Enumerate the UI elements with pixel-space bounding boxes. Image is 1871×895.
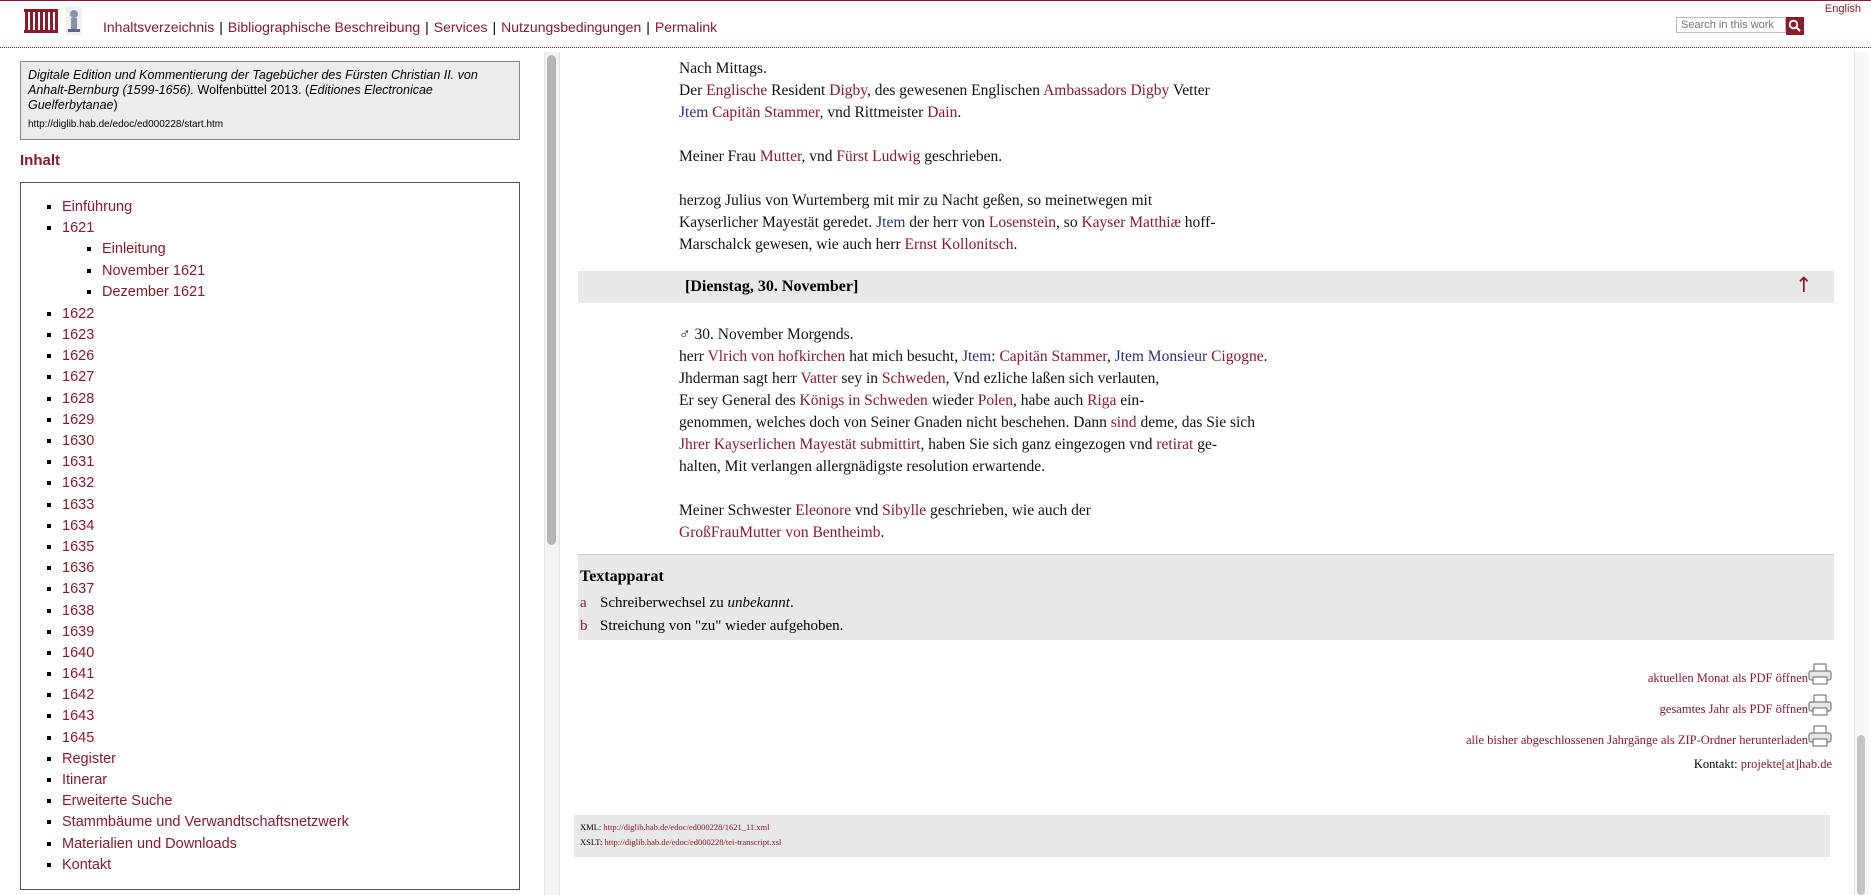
citation-title: Digitale Edition und Kommentierung der Tagebücher des Fürsten Christian II. von Anhalt-Bernburg (1599-1656). bbox=[28, 68, 478, 97]
nav-separator: | bbox=[492, 19, 497, 35]
printer-icon[interactable] bbox=[1808, 663, 1832, 685]
text: hoff- bbox=[1180, 214, 1216, 231]
toc-link[interactable]: Itinerar bbox=[62, 772, 108, 789]
diary-line bbox=[679, 236, 1017, 254]
abbrev-link[interactable]: Jtem bbox=[679, 104, 709, 121]
person-link[interactable]: Eleonore bbox=[795, 502, 852, 519]
text: Er sey General des bbox=[679, 392, 800, 409]
toc-link[interactable]: 1639 bbox=[62, 623, 95, 640]
nav-nutzungsbedingungen[interactable]: Nutzungsbedingungen bbox=[501, 19, 642, 35]
toc-item bbox=[62, 706, 519, 727]
person-link[interactable]: Digby bbox=[829, 82, 867, 99]
toc-item bbox=[62, 770, 519, 791]
diary-line bbox=[679, 104, 961, 122]
diary-content bbox=[578, 52, 1834, 895]
diary-line: halten, Mit verlangen allergnädigste resolution erwartende. bbox=[679, 458, 1045, 475]
toc-link[interactable]: 1626 bbox=[62, 348, 95, 365]
text: Meiner Frau bbox=[679, 148, 760, 165]
toc-link[interactable]: 1634 bbox=[62, 517, 95, 534]
text: , so bbox=[1056, 214, 1082, 231]
apparatus-entry bbox=[580, 595, 794, 612]
apparatus-key[interactable]: a bbox=[580, 595, 587, 611]
diary-line: herzog Julius von Wurtemberg mit mir zu Nacht geßen, so meinetwegen mit bbox=[679, 192, 1153, 209]
toc-item bbox=[62, 685, 519, 706]
day-title: [Dienstag, 30. November] bbox=[685, 278, 859, 295]
xslt-source-line bbox=[580, 835, 1824, 850]
toc-item bbox=[62, 537, 519, 558]
abbrev-link[interactable]: Jtem bbox=[1114, 348, 1144, 365]
text: , habe auch bbox=[1013, 392, 1088, 409]
lion-figure-icon bbox=[66, 7, 82, 35]
abbrev-link[interactable]: Monsieur bbox=[1147, 348, 1208, 365]
abbrev-link[interactable]: Jtem bbox=[961, 348, 992, 365]
toc-link[interactable]: 1640 bbox=[62, 644, 95, 661]
apparatus-text: Streichung von "zu" wieder aufgehoben. bbox=[600, 618, 844, 634]
text: . bbox=[880, 524, 885, 541]
person-link[interactable]: Dain bbox=[927, 104, 958, 121]
text: , des gewesenen Englischen bbox=[867, 82, 1044, 99]
place-link[interactable]: Riga bbox=[1087, 392, 1117, 409]
diary-line: Nach Mittags. bbox=[679, 60, 767, 77]
term-link[interactable]: Englische bbox=[706, 82, 768, 99]
source-files-box bbox=[574, 815, 1830, 857]
person-link[interactable]: Vatter bbox=[800, 370, 838, 387]
person-link[interactable]: Mutter bbox=[759, 148, 802, 165]
text: vnd bbox=[851, 502, 883, 519]
toc-item bbox=[62, 325, 519, 346]
toc-link[interactable]: 1642 bbox=[62, 687, 95, 704]
content-scrollbar-thumb[interactable] bbox=[1857, 735, 1865, 895]
text: Marschalck gewesen, wie auch herr bbox=[679, 236, 905, 253]
toc-item bbox=[62, 197, 519, 218]
toc-heading: Inhalt bbox=[20, 152, 60, 169]
nav-separator: | bbox=[646, 19, 650, 35]
citation-box bbox=[20, 61, 520, 140]
toc-item bbox=[62, 834, 519, 855]
text: geschrieben, wie auch der bbox=[926, 502, 1091, 519]
toc-item bbox=[62, 218, 519, 304]
text: Kayserlicher Mayestät geredet. bbox=[679, 214, 877, 231]
toc-link[interactable]: Einführung bbox=[62, 199, 133, 215]
toc-link[interactable]: 1627 bbox=[62, 369, 95, 386]
toc-subitem bbox=[102, 282, 519, 304]
nav-separator: | bbox=[219, 19, 223, 35]
hab-logo-icon[interactable] bbox=[24, 9, 58, 33]
back-to-top-icon[interactable]: ↑ bbox=[1795, 273, 1813, 297]
citation-close: ) bbox=[113, 98, 118, 112]
person-link[interactable]: Cigogne bbox=[1211, 348, 1264, 365]
toc-sublist bbox=[62, 239, 519, 304]
term-link[interactable]: sind bbox=[1110, 414, 1137, 431]
person-link[interactable]: Vlrich von hofkirchen bbox=[707, 348, 846, 365]
search-icon bbox=[1786, 17, 1804, 35]
toc-sublink[interactable]: Dezember 1621 bbox=[102, 284, 206, 301]
citation-url: http://diglib.hab.de/edoc/ed000228/start.htm bbox=[28, 119, 224, 130]
person-link[interactable]: Königs in Schweden bbox=[799, 392, 928, 409]
apparatus-heading: Textapparat bbox=[580, 568, 664, 585]
apparatus-text: . bbox=[789, 595, 794, 611]
toc-link[interactable]: Materialien und Downloads bbox=[62, 835, 237, 852]
toc-item bbox=[62, 643, 519, 664]
toc-item bbox=[62, 410, 519, 431]
toc-item bbox=[62, 473, 519, 494]
toc-item bbox=[62, 389, 519, 410]
diary-line bbox=[679, 348, 1267, 366]
person-link[interactable]: Losenstein bbox=[988, 214, 1057, 231]
text: Jhderman sagt herr bbox=[679, 370, 801, 387]
toc-item bbox=[62, 601, 519, 622]
search-input[interactable] bbox=[1676, 17, 1786, 33]
citation-series: Editiones Electronicae Guelferbytanae bbox=[28, 83, 433, 112]
download-zip[interactable] bbox=[1466, 725, 1832, 748]
download-month-link[interactable]: aktuellen Monat als PDF öffnen bbox=[1647, 671, 1808, 685]
xslt-label: XSLT: bbox=[580, 837, 605, 847]
diary-line bbox=[679, 214, 1216, 232]
text: , vnd Rittmeister bbox=[819, 104, 928, 121]
diary-line bbox=[679, 82, 1210, 100]
toc-item bbox=[62, 622, 519, 643]
printer-icon[interactable] bbox=[1808, 725, 1832, 747]
download-year-pdf[interactable] bbox=[1660, 694, 1832, 717]
nav-permalink[interactable]: Permalink bbox=[654, 19, 718, 35]
toc-item bbox=[62, 791, 519, 812]
xml-label: XML: bbox=[580, 822, 604, 832]
toc-link[interactable]: 1643 bbox=[62, 708, 95, 725]
text: . bbox=[1263, 348, 1268, 365]
contact-email-link[interactable]: projekte[at]hab.de bbox=[1740, 757, 1832, 771]
nav-separator: | bbox=[425, 19, 429, 35]
text: Der bbox=[679, 82, 707, 99]
text: . bbox=[957, 104, 962, 121]
toc-item bbox=[62, 367, 519, 388]
toc-sublink[interactable]: November 1621 bbox=[102, 262, 206, 279]
printer-icon[interactable] bbox=[1808, 694, 1832, 716]
download-year-link[interactable]: gesamtes Jahr als PDF öffnen bbox=[1659, 702, 1808, 716]
term-link[interactable]: Jhrer Kayserlichen Mayestät submittirt bbox=[679, 436, 921, 453]
toc-link[interactable]: 1637 bbox=[62, 581, 95, 598]
apparatus-emph: unbekannt bbox=[727, 595, 790, 611]
top-navigation bbox=[103, 19, 717, 35]
toc-item bbox=[62, 855, 519, 876]
day-header bbox=[578, 271, 1834, 303]
text: Meiner Schwester bbox=[679, 502, 796, 519]
toc-link[interactable]: Register bbox=[62, 750, 116, 767]
diary-line bbox=[679, 524, 884, 542]
toc-item bbox=[62, 579, 519, 600]
contact-line bbox=[1694, 757, 1832, 772]
person-link[interactable]: Capitän Stammer bbox=[712, 104, 820, 121]
citation-place-year: Wolfenbüttel 2013. ( bbox=[194, 83, 310, 97]
text: Vetter bbox=[1169, 82, 1210, 99]
text: ge- bbox=[1193, 436, 1218, 453]
toc-sublink[interactable]: Einleitung bbox=[102, 241, 166, 258]
toc-link[interactable]: 1622 bbox=[62, 305, 95, 322]
toc-item bbox=[62, 812, 519, 833]
toc-link[interactable]: 1632 bbox=[62, 475, 95, 492]
diary-line bbox=[679, 370, 1159, 388]
toc-item bbox=[62, 749, 519, 770]
toc-link[interactable]: 1631 bbox=[62, 454, 95, 471]
toc-link[interactable]: Kontakt bbox=[62, 856, 112, 873]
nav-inhaltsverzeichnis[interactable]: Inhaltsverzeichnis bbox=[103, 19, 215, 35]
site-header bbox=[0, 0, 1871, 48]
xml-link[interactable]: http://diglib.hab.de/edoc/ed000228/1621_11.xml bbox=[603, 822, 770, 832]
person-link[interactable]: Fürst Ludwig bbox=[836, 148, 921, 165]
toc-item bbox=[62, 304, 519, 325]
toc-item bbox=[62, 516, 519, 537]
text: ein- bbox=[1116, 392, 1145, 409]
person-link[interactable]: Capitän Stammer bbox=[999, 348, 1107, 365]
diary-line bbox=[679, 414, 1255, 432]
download-zip-link[interactable]: alle bisher abgeschlossenen Jahrgänge als ZIP-Ordner herunterladen bbox=[1465, 733, 1808, 747]
toc-link[interactable]: Stammbäume und Verwandtschaftsnetzwerk bbox=[62, 814, 349, 831]
toc-link[interactable]: 1636 bbox=[62, 560, 95, 577]
text: , haben Sie sich ganz eingezogen vnd bbox=[920, 436, 1157, 453]
toc-item bbox=[62, 664, 519, 685]
toc-item bbox=[62, 346, 519, 367]
text: hat mich besucht, bbox=[845, 348, 962, 365]
toc-link[interactable]: 1623 bbox=[62, 327, 95, 344]
toc-link[interactable]: 1630 bbox=[62, 433, 95, 450]
xslt-link[interactable]: http://diglib.hab.de/edoc/ed000228/tei-transcript.xsl bbox=[604, 837, 782, 847]
toc-item bbox=[62, 728, 519, 749]
text: geschrieben. bbox=[920, 148, 1003, 165]
table-of-contents bbox=[20, 182, 520, 890]
toc-item bbox=[62, 558, 519, 579]
text: genommen, welches doch von Seiner Gnaden nicht beschehen. Dann bbox=[679, 414, 1111, 431]
apparatus-key[interactable]: b bbox=[580, 618, 588, 634]
diary-line bbox=[679, 502, 1091, 520]
text: deme, das Sie sich bbox=[1136, 414, 1255, 431]
person-link[interactable]: Ernst Kollonitsch bbox=[904, 236, 1014, 253]
search-button[interactable] bbox=[1786, 17, 1804, 35]
term-link[interactable]: retirat bbox=[1156, 436, 1194, 453]
text-apparatus bbox=[578, 554, 1834, 640]
xml-source-line bbox=[580, 820, 1824, 835]
text: wieder bbox=[927, 392, 978, 409]
language-switch-english[interactable]: English bbox=[1824, 3, 1861, 15]
person-link[interactable]: Digby bbox=[1130, 82, 1170, 99]
term-link[interactable]: Ambassadors bbox=[1043, 82, 1127, 99]
person-link[interactable]: GroßFrauMutter von Bentheimb bbox=[679, 524, 881, 541]
place-link[interactable]: Polen bbox=[977, 392, 1014, 409]
toc-item bbox=[62, 431, 519, 452]
contact-label: Kontakt: bbox=[1693, 757, 1741, 771]
text: sey in bbox=[837, 370, 882, 387]
text: . bbox=[1013, 236, 1018, 253]
diary-line bbox=[679, 436, 1217, 454]
place-link[interactable]: Schweden bbox=[881, 370, 946, 387]
text: der herr von bbox=[905, 214, 989, 231]
text: , Vnd ezliche laßen sich verlauten, bbox=[945, 370, 1160, 387]
toc-item bbox=[62, 495, 519, 516]
person-link[interactable]: Sibylle bbox=[882, 502, 927, 519]
diary-line bbox=[679, 148, 1002, 166]
toc-scrollbar-thumb[interactable] bbox=[547, 55, 556, 545]
toc-link[interactable]: 1629 bbox=[62, 411, 95, 428]
toc-subitem bbox=[102, 261, 519, 283]
text: , bbox=[1106, 348, 1115, 365]
text: , vnd bbox=[801, 148, 837, 165]
toc-list bbox=[21, 197, 519, 876]
text: herr bbox=[679, 348, 708, 365]
apparatus-text: Schreiberwechsel zu bbox=[600, 595, 728, 611]
apparatus-entry bbox=[580, 618, 843, 635]
person-link[interactable]: Kayser Matthiæ bbox=[1081, 214, 1181, 231]
nav-services[interactable]: Services bbox=[433, 19, 488, 35]
text: : bbox=[991, 348, 1000, 365]
toc-link[interactable]: 1635 bbox=[62, 538, 95, 555]
toc-link[interactable]: 1645 bbox=[62, 729, 95, 746]
toc-link[interactable]: 1633 bbox=[62, 496, 95, 513]
text: Resident bbox=[767, 82, 830, 99]
toc-link[interactable]: 1638 bbox=[62, 602, 95, 619]
diary-line bbox=[679, 392, 1144, 410]
toc-item bbox=[62, 452, 519, 473]
abbrev-link[interactable]: Jtem bbox=[876, 214, 906, 231]
diary-line: ♂ 30. November Morgends. bbox=[679, 326, 854, 343]
toc-subitem bbox=[102, 239, 519, 261]
toc-link[interactable]: Erweiterte Suche bbox=[62, 793, 173, 810]
toc-link[interactable]: 1641 bbox=[62, 666, 95, 683]
nav-bibliographische-beschreibung[interactable]: Bibliographische Beschreibung bbox=[227, 19, 421, 35]
toc-link[interactable]: 1621 bbox=[62, 220, 95, 237]
download-month-pdf[interactable] bbox=[1648, 663, 1832, 686]
toc-link[interactable]: 1628 bbox=[62, 390, 95, 407]
